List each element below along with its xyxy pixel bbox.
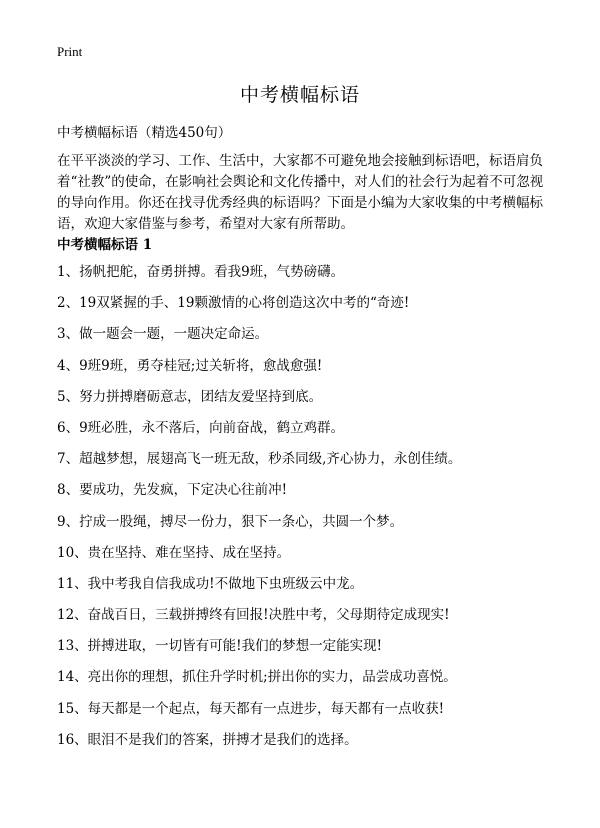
list-item: 4、9班9班，勇夺桂冠;过关斩将，愈战愈强! [57, 357, 323, 374]
list-item: 11、我中考我自信我成功!不做地下虫班级云中龙。 [57, 575, 364, 592]
list-item: 16、眼泪不是我们的答案，拼搏才是我们的选择。 [57, 731, 358, 748]
list-item: 5、努力拼搏磨砺意志，团结友爱坚持到底。 [57, 388, 323, 405]
page-title: 中考横幅标语 [239, 84, 360, 106]
list-item: 13、拼搏进取，一切皆有可能!我们的梦想一定能实现! [57, 638, 383, 655]
list-item: 9、拧成一股绳，搏尽一份力，狠下一条心，共圆一个梦。 [57, 513, 404, 530]
slogan-list [57, 262, 557, 761]
list-item: 6、9班必胜，永不落后，向前奋战，鹤立鸡群。 [57, 419, 345, 436]
list-item: 10、贵在坚持、难在坚持、成在坚持。 [57, 544, 291, 561]
list-item: 7、超越梦想，展翅高飞一班无敌，秒杀同级,齐心协力，永创佳绩。 [57, 451, 462, 468]
list-item: 12、奋战百日，三载拼搏终有回报!决胜中考，父母期待定成现实! [57, 607, 450, 624]
print-link[interactable]: Print [57, 44, 83, 59]
document-subtitle: 中考横幅标语（精选450句） [57, 125, 232, 141]
section-heading: 中考横幅标语 1 [57, 237, 153, 253]
list-item: 1、扬帆把舵，奋勇拼搏。看我9班，气势磅礴。 [57, 264, 345, 280]
list-item: 8、要成功，先发疯，下定决心往前冲! [57, 482, 288, 499]
list-item: 2、19双紧握的手、19颗激情的心将创造这次中考的“奇迹! [57, 295, 410, 312]
list-item: 15、每天都是一个起点，每天都有一点进步，每天都有一点收获! [57, 700, 445, 717]
list-item: 3、做一题会一题，一题决定命运。 [57, 326, 269, 343]
list-item: 14、亮出你的理想，抓住升学时机;拼出你的实力，品尝成功喜悦。 [57, 669, 457, 686]
intro-paragraph: 在平平淡淡的学习、工作、生活中，大家都不可避免地会接触到标语吧，标语肩负着“社教”的使命，在影响社会舆论和文化传播中，对人们的社会行为起着不可忽视的导向作用。你还在找寻优秀经典的标语吗？下面是小编为大家收集的中考横幅标语，欢迎大家借鉴与参考，希望对大家有所帮助。 [57, 153, 544, 232]
